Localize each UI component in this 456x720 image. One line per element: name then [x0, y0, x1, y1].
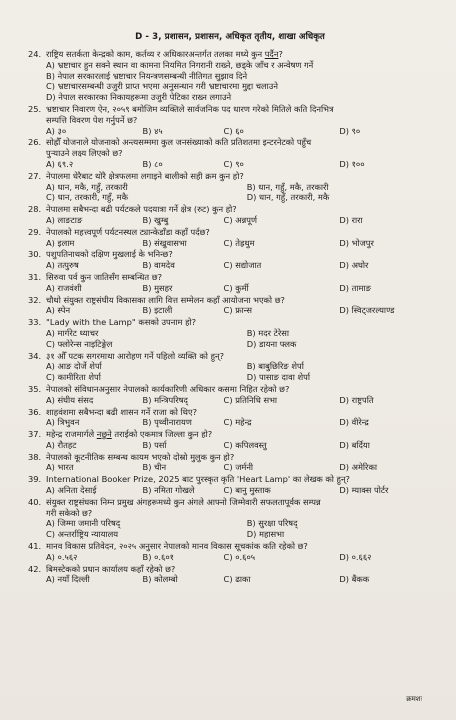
option-a: A) मार्गरेट थ्याचर	[46, 327, 99, 338]
question-number: 35.	[28, 383, 42, 394]
question-text: भ्रष्टाचार निवारण ऐन, २०५९ बमोजिम व्यक्तिले सार्वजनिक पद धारण गरेको मितिले कति दिनभित्र	[46, 103, 334, 114]
options	[28, 574, 432, 585]
option-c: C) ढाका	[223, 574, 251, 585]
option-a: A) रौतहट	[46, 439, 77, 450]
option-a: A) इलाम	[46, 237, 75, 248]
option-d: D) रारा	[339, 214, 363, 225]
option-d: D) नेपाल सरकारका निकायहरूमा उजुरी पेटिका राख्न लगाउने	[46, 92, 232, 103]
option-b: B) ०.६०१	[142, 551, 174, 562]
option-d: D) १००	[339, 158, 365, 169]
option-d: D) अघोर	[339, 260, 369, 271]
option-b: B) चीन	[142, 462, 167, 473]
question-number: 38.	[28, 451, 42, 462]
option-b: B) मन्त्रिपरिषद्	[142, 394, 188, 405]
question-27	[28, 171, 432, 203]
question-text: नेपालमा धेरैबाट थोरै क्षेत्रफलमा लगाइने बालीको सही क्रम कुन हो?	[46, 170, 244, 181]
option-d: D) स्विट्जरल्याण्ड	[339, 305, 395, 316]
option-b: B) मुसहर	[142, 282, 173, 293]
option-a: A) नयाँ दिल्ली	[46, 574, 90, 585]
options	[28, 552, 432, 563]
option-d: D) पासाङ दावा शेर्पा	[246, 372, 310, 383]
question-text: ३१ औँ पटक सगरमाथा आरोहण गर्ने पहिलो व्यक्ति को हुन्?	[46, 350, 224, 361]
option-b: B) मदर टेरेसा	[246, 327, 290, 338]
options-row-2	[28, 192, 432, 203]
options-row-1	[28, 518, 432, 529]
option-c: C) महेन्द्र	[223, 417, 252, 428]
question-number: 40.	[28, 496, 42, 507]
option-d: D) डायना फ्लक	[246, 338, 297, 349]
option-c: C) सद्योजात	[223, 260, 262, 271]
continued-label: क्रमशः	[406, 695, 422, 703]
question-text: राष्ट्रिय सतर्कता केन्द्रको काम, कर्तव्य र अधिकारअन्तर्गत तलका मध्ये कुन पर्दैन?	[46, 49, 283, 59]
question-number: 36.	[28, 406, 42, 417]
option-c: C) अन्तर्राष्ट्रिय न्यायालय	[46, 529, 119, 540]
options	[28, 283, 432, 294]
options-row-1	[28, 328, 432, 339]
question-text: नेपालको संविधानअनुसार नेपालको कार्यकारिणी अधिकार कसमा निहित रहेको छ?	[46, 383, 290, 394]
question-36	[28, 407, 432, 429]
question-text: सोह्रौँ योजनाले योजनाको अन्त्यसम्ममा कुल जनसंख्याको कति प्रतिशतमा इन्टरनेटको पहुँच	[46, 137, 312, 148]
question-42	[28, 564, 432, 586]
question-number: 37.	[28, 429, 42, 440]
option-d: D) ९०	[339, 125, 361, 136]
question-number: 29.	[28, 226, 42, 237]
option-a: A) भारत	[46, 462, 74, 473]
question-30	[28, 249, 432, 271]
question-32	[28, 295, 432, 317]
option-c: C) अन्नपूर्ण	[223, 214, 257, 225]
option-d: D) धान, गहुँ, तरकारी, मकै	[246, 192, 330, 203]
option-d: D) तामाङ	[339, 282, 371, 293]
option-b: B) नमिता गोखले	[142, 485, 195, 496]
option-b: B) कोलम्बो	[142, 574, 178, 585]
option-c: C) प्रतिनिधि सभा	[223, 394, 278, 405]
option-b: B) इटाली	[142, 305, 173, 316]
option-c: C) जर्मनी	[223, 462, 254, 473]
option-b: B) पृथ्वीनारायण	[142, 417, 192, 428]
question-number: 30.	[28, 249, 42, 260]
question-text-cont: पुर्‍याउने लक्ष्य लिएको छ?	[46, 148, 123, 159]
question-text: नेपालको महत्त्वपूर्ण पर्यटनस्थल ट्यान्केडाँडा कहाँ पर्दछ?	[46, 226, 210, 237]
question-number: 39.	[28, 474, 42, 485]
option-c: C) कुर्मी	[223, 282, 249, 293]
option-a: A) तत्पुरुष	[46, 260, 79, 271]
option-c: C) ९०	[223, 158, 244, 169]
option-d: D) अमेरिका	[339, 462, 377, 473]
option-c: C) कपिलवस्तु	[223, 439, 267, 450]
option-b: B) संखुवासभा	[142, 237, 187, 248]
question-text: बिमस्टेकको प्रधान कार्यालय कहाँ रहेको छ?	[46, 563, 176, 574]
question-number: 33.	[28, 317, 42, 328]
options	[28, 485, 432, 496]
options-row-1	[28, 361, 432, 372]
option-a: A) संघीय संसद	[46, 394, 94, 405]
options	[28, 417, 432, 428]
option-a: A) लाङटाङ	[46, 214, 83, 225]
question-33	[28, 317, 432, 349]
options-row-2	[28, 529, 432, 540]
option-d: D) राष्ट्रपति	[339, 394, 374, 405]
question-31	[28, 272, 432, 294]
question-text: सिरुवा पर्व कुन जातिसँग सम्बन्धित छ?	[46, 271, 162, 282]
question-text: नेपालमा सबैभन्दा बढी पर्यटकले पदयात्रा गर्ने क्षेत्र (रुट) कुन हो?	[46, 204, 237, 215]
options	[28, 126, 432, 137]
option-c: C) फ्लोरेन्स नाइटिङ्गेल	[46, 338, 113, 349]
question-34	[28, 351, 432, 383]
question-number: 32.	[28, 294, 42, 305]
question-40	[28, 497, 432, 540]
options	[28, 215, 432, 226]
option-a: A) अनिता देसाई	[46, 485, 97, 496]
options	[28, 395, 432, 406]
question-text: नेपालको कूटनीतिक सम्बन्ध कायम भएको दोस्रो मुलुक कुन हो?	[46, 451, 235, 462]
question-37	[28, 429, 432, 451]
option-a: A) त्रिभुवन	[46, 417, 80, 428]
question-35	[28, 384, 432, 406]
question-number: 28.	[28, 204, 42, 215]
options	[28, 305, 432, 316]
question-38	[28, 452, 432, 474]
option-c: C) भ्रष्टाचारसम्बन्धी उजुरी प्राप्त भएमा अनुसन्धान गरी भ्रष्टाचारमा मुद्दा चलाउने	[46, 81, 278, 92]
options	[28, 462, 432, 473]
option-c: C) ०.६०५	[223, 551, 256, 562]
question-number: 24.	[28, 49, 42, 59]
question-text: शाहवंशमा सबैभन्दा बढी शासन गर्ने राजा को थिए?	[46, 406, 197, 417]
options	[28, 238, 432, 249]
options	[28, 159, 432, 170]
question-text: International Booker Prize, 2025 बाट पुरस्कृत कृति 'Heart Lamp' का लेखक को हुन्?	[46, 474, 350, 485]
question-number: 25.	[28, 103, 42, 114]
option-d: D) भोजपुर	[339, 237, 374, 248]
question-number: 27.	[28, 170, 42, 181]
option-d: D) बैंकक	[339, 574, 370, 585]
option-b: B) धान, गहुँ, मकै, तरकारी	[246, 181, 329, 192]
option-d: D) बर्दिया	[339, 439, 370, 450]
options-row-2	[28, 372, 432, 383]
option-b: B) ८०	[142, 158, 163, 169]
question-24	[28, 49, 432, 103]
option-c: C) फ्रान्स	[223, 305, 253, 316]
options	[28, 260, 432, 271]
option-d: D) महासभा	[246, 529, 285, 540]
question-number: 31.	[28, 271, 42, 282]
option-a: A) स्पेन	[46, 305, 71, 316]
question-text: पशुपतिनाथको दक्षिण मुखलाई के भनिन्छ?	[46, 249, 173, 260]
question-41	[28, 541, 432, 563]
question-text: चौथो संयुक्त राष्ट्रसंघीय विकासका लागि वित्त सम्मेलन कहाँ आयोजना भएको छ?	[46, 294, 285, 305]
question-29	[28, 227, 432, 249]
option-d: D) वीरेन्द्र	[339, 417, 369, 428]
option-d: D) ०.६६२	[339, 551, 372, 562]
option-d: D) म्याक्स पोर्टर	[339, 485, 389, 496]
option-a: A) ३०	[46, 125, 67, 136]
options	[28, 440, 432, 451]
option-c: C) तेह्रथुम	[223, 237, 255, 248]
option-a: A) आङ दोर्जे शेर्पा	[46, 361, 102, 372]
question-number: 41.	[28, 541, 42, 552]
question-text: "Lady with the Lamp" कसको उपनाम हो?	[46, 317, 197, 328]
option-b: B) खुम्बु	[142, 214, 169, 225]
question-text-cont: सम्पत्ति विवरण पेश गर्नुपर्ने छ?	[46, 114, 138, 125]
option-a: A) ६९.२	[46, 158, 74, 169]
option-c: C) बानु मुस्ताक	[223, 485, 271, 496]
question-text: संयुक्त राष्ट्रसंघका निम्न प्रमुख अंगहरूमध्ये कुन अंगले आफ्नो जिम्मेवारी सफलतापूर्वक सम्पन्न	[46, 496, 321, 507]
question-25	[28, 104, 432, 136]
option-c: C) धान, तरकारी, गहुँ, मकै	[46, 192, 128, 203]
option-c: C) कामीरिता शेर्पा	[46, 372, 101, 383]
question-text-cont: गरी सकेको छ?	[46, 507, 93, 518]
options-row-2	[28, 339, 432, 350]
page-header: D - 3, प्रशासन, प्रशासन, अधिकृत तृतीय, शाखा अधिकृत	[135, 32, 325, 42]
option-a: A) भ्रष्टाचार हुन सक्ने स्थान वा कामना नियमित निगरानी राख्ने, छड्के जाँच र अन्वेषण गर्ने	[46, 59, 314, 70]
option-b: B) नेपाल सरकारलाई भ्रष्टाचार नियन्त्रणसम्बन्धी नीतिगत सुझाव दिने	[46, 70, 248, 81]
question-28	[28, 204, 432, 226]
question-text: मानव विकास प्रतिवेदन, २०२५ अनुसार नेपालको मानव विकास सूचकांक कति रहेको छ?	[46, 541, 308, 552]
option-b: B) पर्सा	[142, 439, 167, 450]
option-b: B) सुरक्षा परिषद्	[246, 518, 298, 529]
option-b: B) ४५	[142, 125, 163, 136]
option-a: A) धान, मकै, गहुँ, तरकारी	[46, 181, 128, 192]
option-a: A) ०.५६२	[46, 551, 78, 562]
options-row-1	[28, 182, 432, 193]
question-39	[28, 474, 432, 496]
question-number: 26.	[28, 137, 42, 148]
question-number: 42.	[28, 563, 42, 574]
question-text: महेन्द्र राजमार्गले नछुने तराईको एकमात्र जिल्ला कुन हो?	[46, 429, 213, 440]
question-number: 34.	[28, 350, 42, 361]
option-c: C) ६०	[223, 125, 244, 136]
option-a: A) राजवंशी	[46, 282, 82, 293]
option-a: A) जिम्मा जमानी परिषद्	[46, 518, 121, 529]
option-b: B) बाबुछिरिङ शेर्पा	[246, 361, 304, 372]
question-26	[28, 137, 432, 169]
option-b: B) वामदेव	[142, 260, 175, 271]
